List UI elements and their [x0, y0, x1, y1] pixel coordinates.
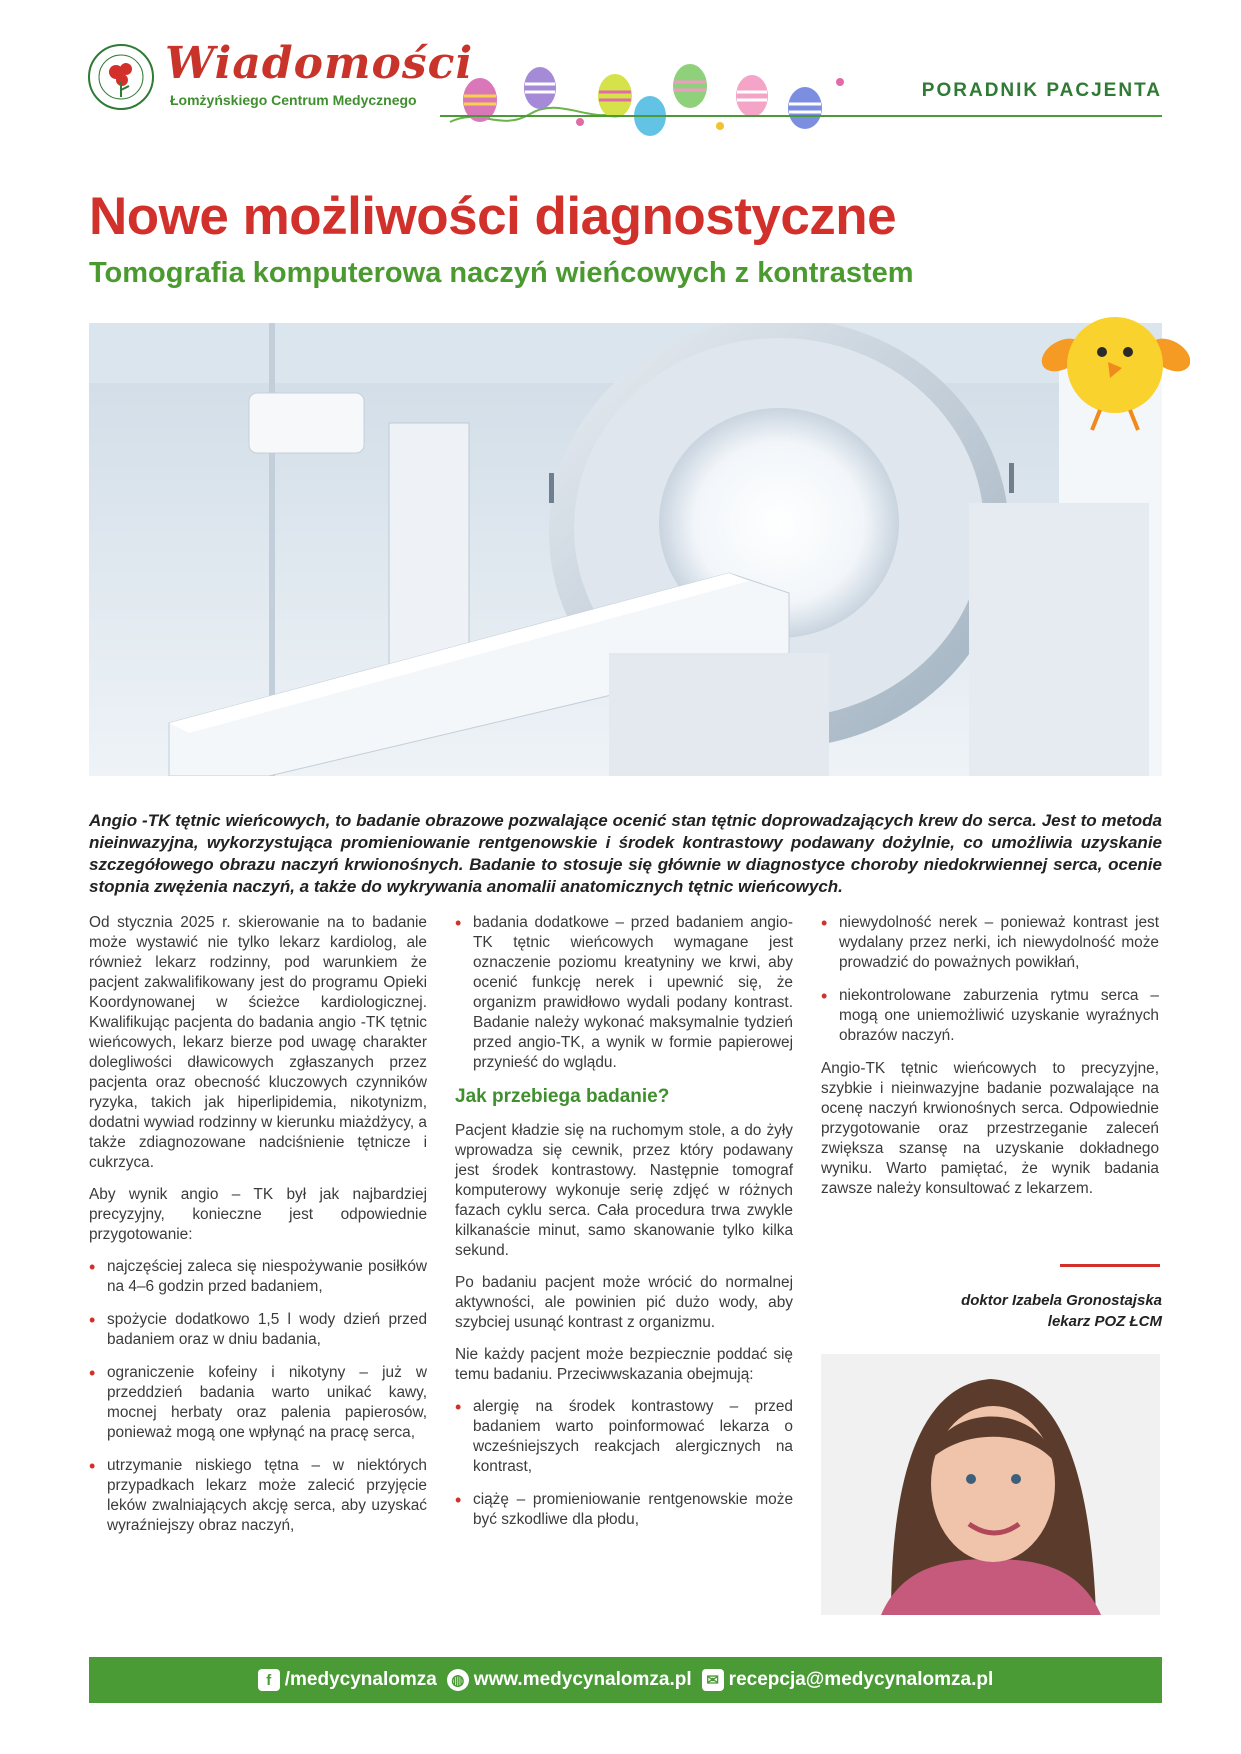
author-name: doktor Izabela Gronostajska — [961, 1292, 1162, 1309]
paragraph: Aby wynik angio – TK był jak najbardziej precyzyjny, konieczne jest odpowiednie przygotowanie: — [89, 1186, 427, 1243]
page-title: Nowe możliwości diagnostyczne — [89, 187, 897, 246]
list-item: • alergię na środek kontrastowy – przed badaniem warto poinformować lekarza o wcześniejszych reakcjach alergicznych na kontrast, — [455, 1397, 793, 1477]
author-role: lekarz POZ ŁCM — [1047, 1313, 1162, 1330]
author-signature — [860, 1290, 1162, 1332]
author-portrait — [821, 1354, 1160, 1615]
logo-seal — [86, 42, 156, 112]
list-item: • badania dodatkowe – przed badaniem angio-TK tętnic wieńcowych wymagane jest oznaczenie poziomu kreatyniny we krwi, aby ocenić funkcję nerek i upewnić się, że organizm prawidłowo wydali podany kontrast. Badanie należy wykonać maksymalnie tydzień przed angio-TK, a wynik w formie papierowej przynieść do wglądu. — [455, 913, 793, 1073]
section-tag: PORADNIK PACJENTA — [921, 80, 1162, 101]
website-link[interactable] — [447, 1669, 692, 1691]
email-address: recepcja@medycynalomza.pl — [728, 1669, 994, 1690]
ct-scanner-photo — [89, 323, 1162, 776]
facebook-icon: f — [258, 1669, 280, 1691]
brand-title: Wiadomości — [165, 38, 474, 89]
list-item: • niekontrolowane zaburzenia rytmu serca – mogą one uniemożliwić uzyskanie wyraźnych obrazów naczyń. — [821, 986, 1159, 1046]
paragraph: Od stycznia 2025 r. skierowanie na to badanie może wystawić nie tylko lekarz kardiolog, ale również lekarz rodzinny, pod warunkiem że pacjent zakwalifikowany jest do programu Opieki Koordynowanej w ścieżce kardiologicznej. Kwalifikując pacjenta do badania angio -TK tętnic wieńcowych, lekarz bierze pod uwagę charakter dolegliwości dławicowych zgłaszanych przez pacjenta oraz obecność kluczowych czynników ryzyka, takich jak hiperlipidemia, nikotynizm, dodatni wywiad rodzinny w kierunku miażdżycy, a także zdiagnozowane nadciśnienie tętnicze i cukrzyca. — [89, 914, 427, 1171]
signature-divider — [1060, 1264, 1160, 1267]
contraindications-list-continued — [821, 913, 1159, 1046]
footer-contact-bar — [89, 1657, 1162, 1703]
paragraph: Pacjent kładzie się na ruchomym stole, a do żyły wprowadza się cewnik, przez który podawany jest środek kontrastowy. Następnie tomograf komputerowy wykonuje serię zdjęć w różnych fazach cyklu serca. Cała procedura trwa zwykle kilkanaście minut, samo skanowanie tylko kilka sekund. — [455, 1122, 793, 1259]
easter-chick-icon — [1040, 300, 1190, 450]
list-item: • niewydolność nerek – ponieważ kontrast jest wydalany przez nerki, ich niewydolność może prowadzić do poważnych powikłań, — [821, 913, 1159, 973]
article-column-3 — [821, 913, 1159, 1211]
globe-icon: ◍ — [447, 1669, 469, 1691]
facebook-handle: /medycynalomza — [284, 1669, 437, 1690]
header-divider — [440, 115, 1162, 117]
easter-eggs-decoration — [440, 52, 880, 142]
section-heading: Jak przebiega badanie? — [455, 1086, 670, 1107]
article-column-1 — [89, 913, 427, 1549]
list-item: • najczęściej zaleca się niespożywanie posiłków na 4–6 godzin przed badaniem, — [89, 1257, 427, 1297]
contraindications-list — [455, 1397, 793, 1530]
paragraph: Angio-TK tętnic wieńcowych to precyzyjne, szybkie i nieinwazyjne badanie pozwalające na ocenę naczyń krwionośnych serca. Odpowiednie przygotowanie oraz przestrzeganie zaleceń zwiększa szansę na uzyskanie dokładnego wyniku. Warto pamiętać, że wynik badania zawsze należy konsultować z lekarzem. — [821, 1060, 1159, 1197]
page-subtitle: Tomografia komputerowa naczyń wieńcowych z kontrastem — [89, 257, 914, 289]
preparation-list — [89, 1257, 427, 1536]
preparation-list-continued — [455, 913, 793, 1073]
lead-paragraph: Angio -TK tętnic wieńcowych, to badanie obrazowe pozwalające ocenić stan tętnic doprowadzających krew do serca. Jest to metoda nieinwazyjna, wykorzystująca promieniowanie rentgenowskie i środek kontrastowy podawany dożylnie, co umożliwia uzyskanie szczegółowego obrazu naczyń krwionośnych. Badanie to stosuje się głównie w diagnostyce choroby niedokrwiennej serca, ocenie stopnia zwężenia naczyń, a także do wykrywania anomalii anatomicznych tętnic wieńcowych. — [89, 811, 1162, 896]
brand-subtitle: Łomżyńskiego Centrum Medycznego — [170, 92, 417, 108]
paragraph: Po badaniu pacjent może wrócić do normalnej aktywności, ale powinien pić dużo wody, aby szybciej usunąć kontrast z organizmu. — [455, 1274, 793, 1331]
article-column-2 — [455, 913, 793, 1543]
list-item: • ciążę – promieniowanie rentgenowskie może być szkodliwe dla płodu, — [455, 1490, 793, 1530]
website-url: www.medycynalomza.pl — [473, 1669, 692, 1690]
list-item: • spożycie dodatkowo 1,5 l wody dzień przed badaniem oraz w dniu badania, — [89, 1310, 427, 1350]
facebook-link[interactable] — [258, 1669, 437, 1691]
envelope-icon: ✉ — [702, 1669, 724, 1691]
list-item: • utrzymanie niskiego tętna – w niektórych przypadkach lekarz może zalecić przyjęcie leków zwalniających akcję serca, aby uzyskać wyraźniejszy obraz naczyń, — [89, 1456, 427, 1536]
email-link[interactable] — [702, 1669, 994, 1691]
paragraph: Nie każdy pacjent może bezpiecznie poddać się temu badaniu. Przeciwwskazania obejmują: — [455, 1346, 793, 1383]
list-item: • ograniczenie kofeiny i nikotyny – już w przeddzień badania warto unikać kawy, mocnej herbaty oraz palenia papierosów, ponieważ mogą one wpłynąć na pracę serca, — [89, 1363, 427, 1443]
